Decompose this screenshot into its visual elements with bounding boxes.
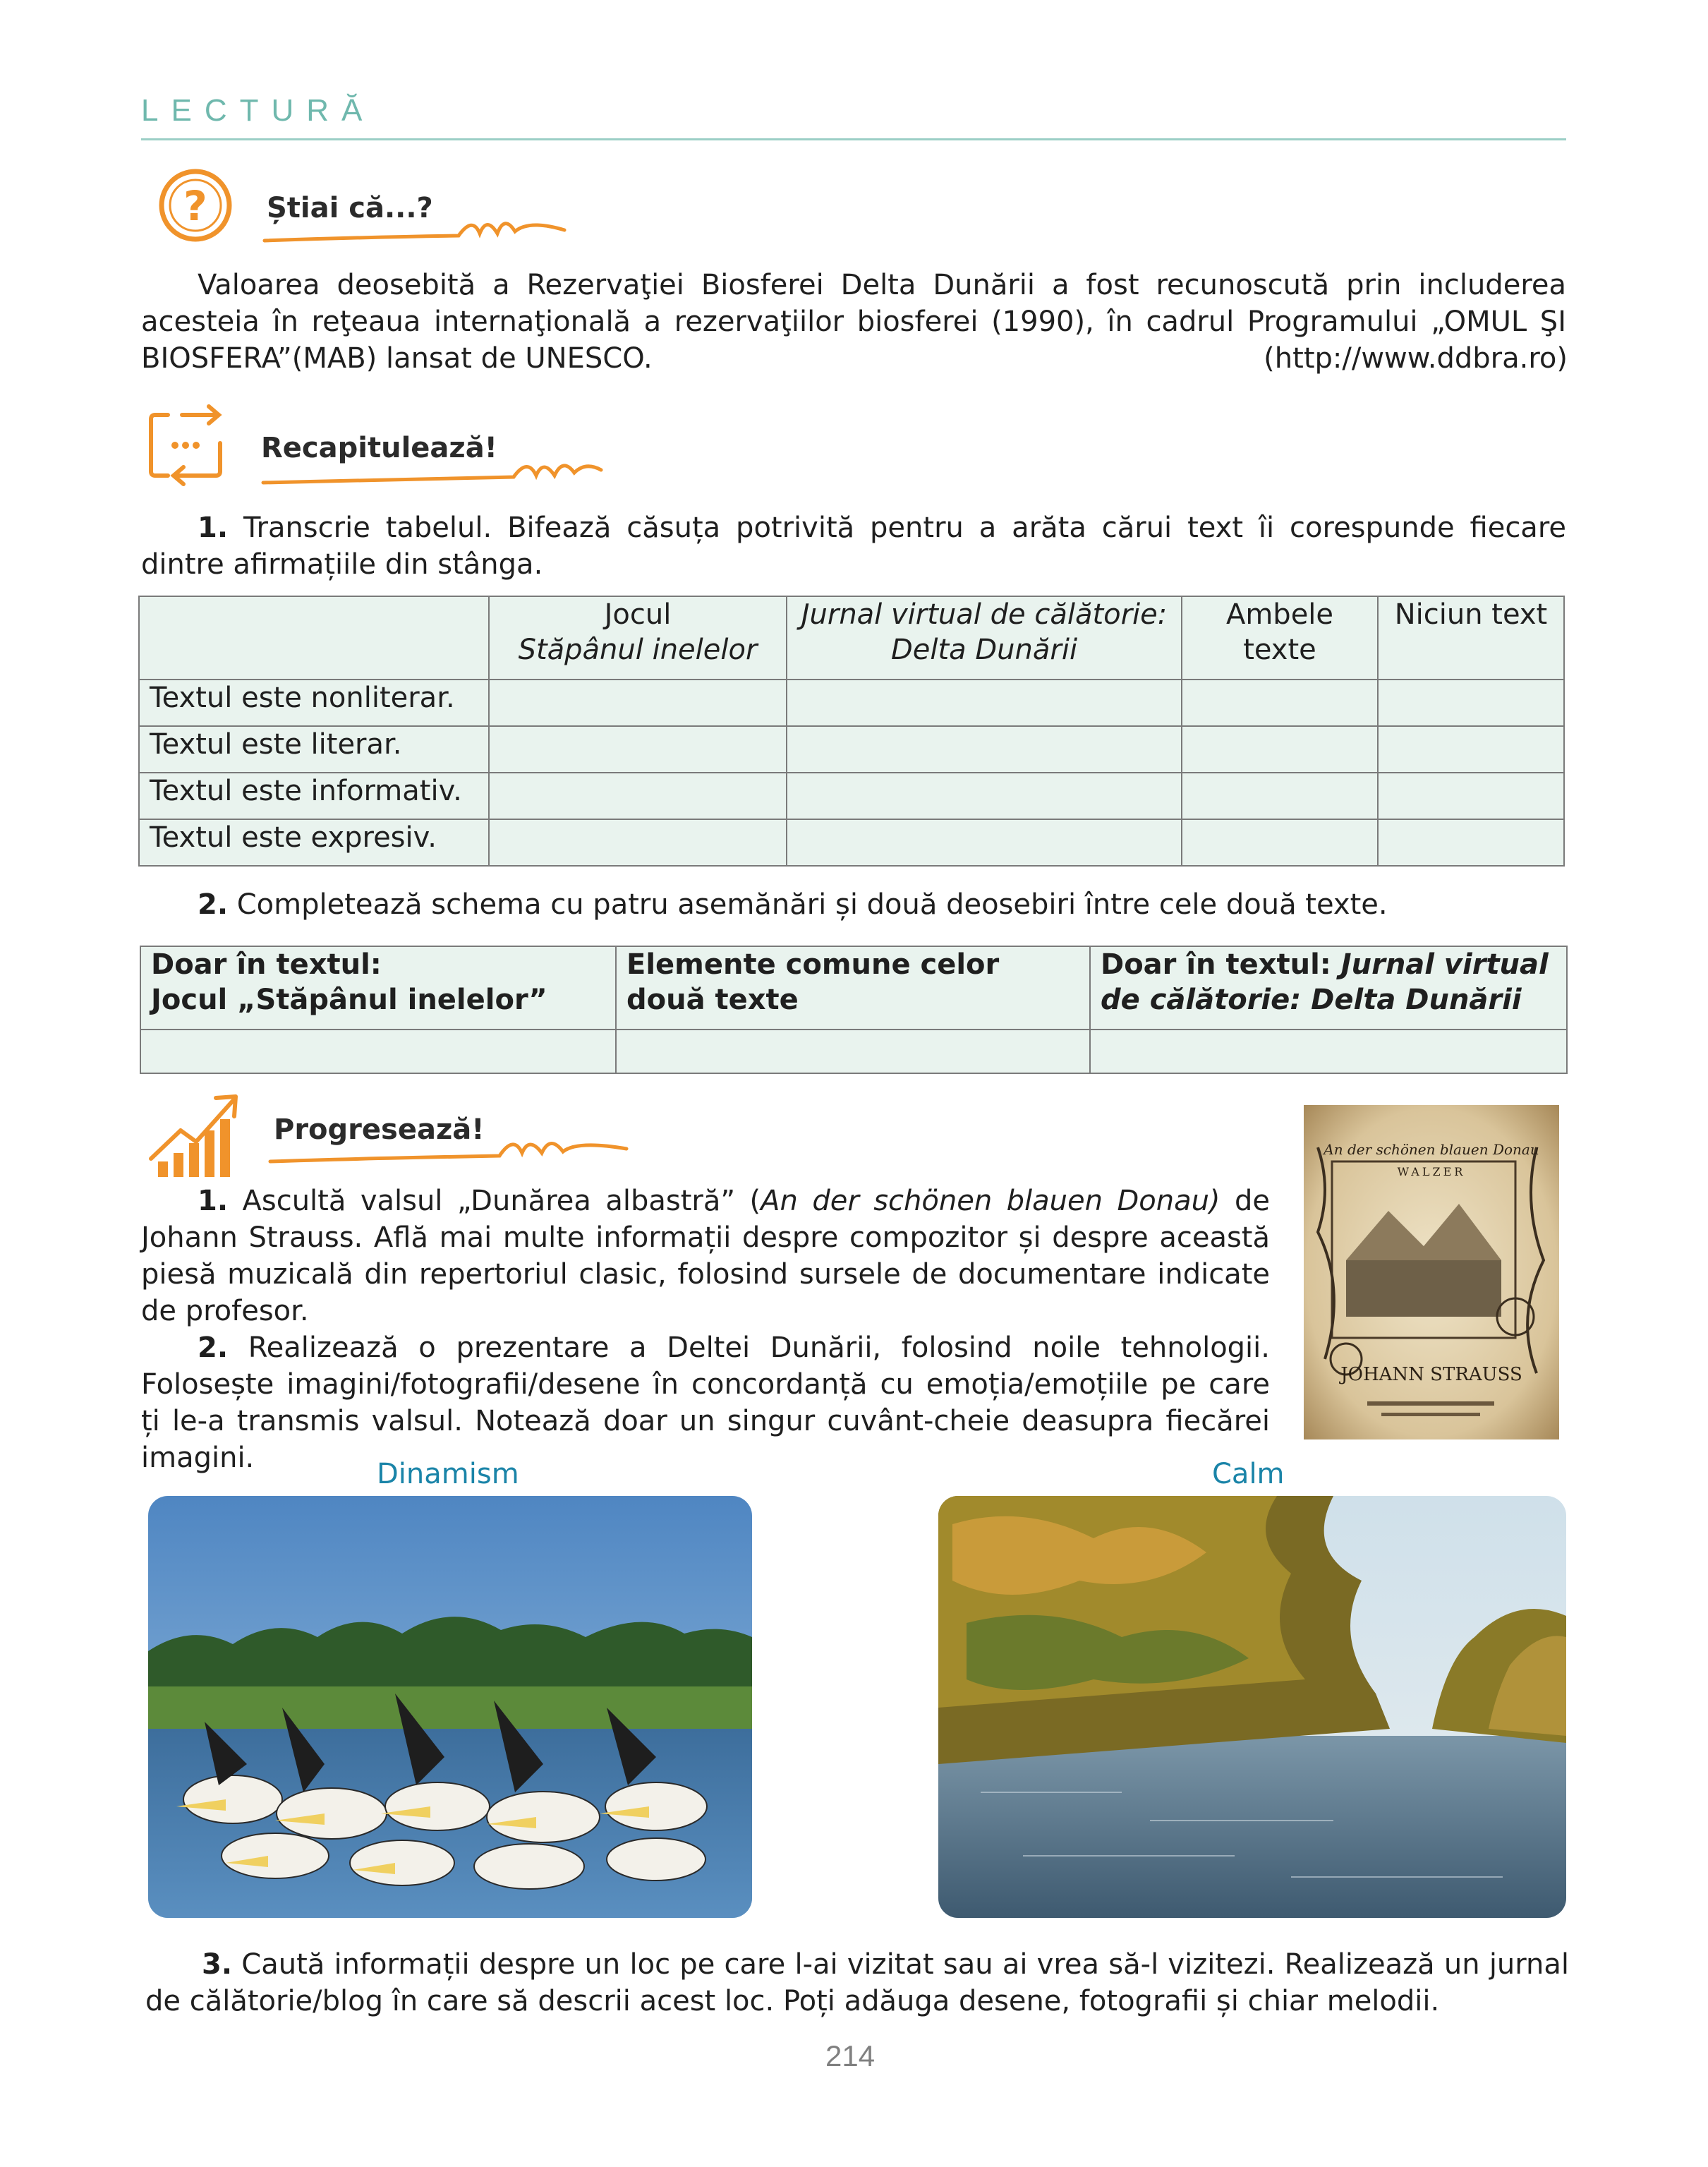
checkbox-cell[interactable] [489, 773, 787, 819]
header-line: Jocul „Stăpânul inelelor” [151, 984, 547, 1016]
recap-q1 [141, 509, 1566, 583]
checkbox-cell[interactable] [787, 819, 1182, 866]
stiai-text: Valoarea deosebită a Rezervaţiei Biosferei Delta Dunării a fost recunoscută prin includerea acesteia în reţeaua internaţională a rezervaţiilor biosferei (1990), în cadrul Programului „OMUL ŞI BIOSFERA”(MAB) lansat de UNESCO. [141, 269, 1566, 375]
cover-title: An der schönen blauen Donau [1324, 1141, 1539, 1158]
schema-header-game [140, 946, 616, 1030]
checkbox-cell[interactable] [489, 680, 787, 726]
table-header-journal [787, 596, 1182, 680]
header-line: texte [1243, 634, 1316, 666]
cover-subtitle: WALZER [1397, 1165, 1466, 1178]
task-text-a: Ascultă valsul „Dunărea albastră” ( [242, 1185, 761, 1217]
checkbox-cell[interactable] [489, 726, 787, 773]
stiai-title: Știai că...? [267, 192, 433, 224]
checkbox-cell[interactable] [1378, 773, 1564, 819]
checkbox-cell[interactable] [787, 680, 1182, 726]
table-corner-cell [139, 596, 489, 680]
schema-answer-cell[interactable] [1090, 1030, 1567, 1073]
task-text-italic: An der schönen blauen Donau) [761, 1185, 1221, 1217]
progres-task1 [141, 1183, 1270, 1329]
checkbox-cell[interactable] [1378, 726, 1564, 773]
checkbox-cell[interactable] [1182, 726, 1378, 773]
question-icon [157, 167, 234, 244]
task-text: Realizează o prezentare a Deltei Dunării, folosind noile tehnologii. Folosește imagini/fotografii/desene în concordanță cu emoția/emoțiile pe care ți le-a transmis valsul. Notează doar un singur cuvânt-cheie deasupra fiecărei imagini. [141, 1332, 1270, 1474]
header-line: Jocul [604, 598, 672, 631]
stiai-source: (http://www.ddbra.ro) [1264, 342, 1568, 375]
question-number: 1. [198, 512, 229, 544]
schema-header-common: Elemente comune celor două texte [616, 946, 1090, 1030]
progres-task2 [141, 1329, 1270, 1476]
table-header-both [1182, 596, 1378, 680]
title-underline-swirl [260, 452, 605, 494]
sheet-music-cover-image [1304, 1105, 1559, 1439]
title-underline-swirl [267, 1129, 634, 1171]
task-number: 1. [198, 1185, 229, 1217]
header-line: Stăpânul inelelor [518, 634, 758, 666]
question-text: Completează schema cu patru asemănări și două deosebiri între cele două texte. [236, 888, 1388, 921]
header-prefix: Doar în textul: [1101, 948, 1341, 981]
checkbox-cell[interactable] [1378, 680, 1564, 726]
row-label: Textul este expresiv. [139, 819, 489, 866]
checkbox-cell[interactable] [1378, 819, 1564, 866]
header-divider [141, 138, 1566, 140]
header-line: Delta Dunării [890, 634, 1078, 666]
checkbox-cell[interactable] [1182, 773, 1378, 819]
checkbox-cell[interactable] [1182, 819, 1378, 866]
growth-chart-icon [145, 1091, 244, 1183]
classification-table [138, 596, 1565, 867]
schema-answer-cell[interactable] [140, 1030, 616, 1073]
table-header-none: Niciun text [1378, 596, 1564, 680]
page-number: 214 [825, 2039, 876, 2072]
task-number: 2. [198, 1332, 229, 1364]
header-line: Jurnal virtual de călătorie: [801, 598, 1168, 631]
chapter-label: LECTURĂ [141, 93, 375, 128]
question-number: 2. [198, 888, 229, 921]
checkbox-cell[interactable] [489, 819, 787, 866]
header-italic: Jurnal virtual de călătorie: Delta Dunării [1101, 948, 1549, 1016]
progres-task3 [145, 1946, 1569, 2020]
review-cycle-icon [147, 401, 224, 493]
title-underline-swirl [261, 209, 571, 251]
caption-calm: Calm [1212, 1458, 1285, 1490]
svg-text:?: ? [183, 182, 207, 230]
comparison-schema-table [140, 946, 1568, 1074]
schema-header-journal [1090, 946, 1567, 1030]
delta-channel-photo [938, 1496, 1566, 1918]
checkbox-cell[interactable] [1182, 680, 1378, 726]
question-text: Transcrie tabelul. Bifează căsuța potrivită pentru a arăta cărui text îi corespunde fiecare dintre afirmațiile din stânga. [141, 512, 1566, 581]
checkbox-cell[interactable] [787, 726, 1182, 773]
recap-q2 [141, 886, 1566, 923]
task-text: Caută informații despre un loc pe care l-ai vizitat sau ai vrea să-l vizitezi. Realizează un jurnal de călătorie/blog în care să descrii acest loc. Poți adăuga desene, fotografii și chiar melodii. [145, 1948, 1570, 2017]
row-label: Textul este literar. [139, 726, 489, 773]
header-line: Doar în textul: [151, 948, 382, 981]
task-text-b: de Johann Strauss. Află mai multe informații despre compozitor și despre această piesă muzicală din repertoriul clasic, folosind sursele de documentare indicate de profesor. [141, 1185, 1271, 1327]
task-number: 3. [202, 1948, 233, 1981]
recap-title: Recapitulează! [261, 432, 497, 464]
table-header-game [489, 596, 787, 680]
cover-composer: JOHANN STRAUSS [1340, 1364, 1522, 1385]
caption-dinamism: Dinamism [377, 1458, 519, 1490]
schema-answer-cell[interactable] [616, 1030, 1090, 1073]
row-label: Textul este nonliterar. [139, 680, 489, 726]
pelicans-photo [148, 1496, 752, 1918]
progres-title: Progresează! [274, 1113, 485, 1146]
row-label: Textul este informativ. [139, 773, 489, 819]
header-line: Ambele [1225, 598, 1334, 631]
checkbox-cell[interactable] [787, 773, 1182, 819]
